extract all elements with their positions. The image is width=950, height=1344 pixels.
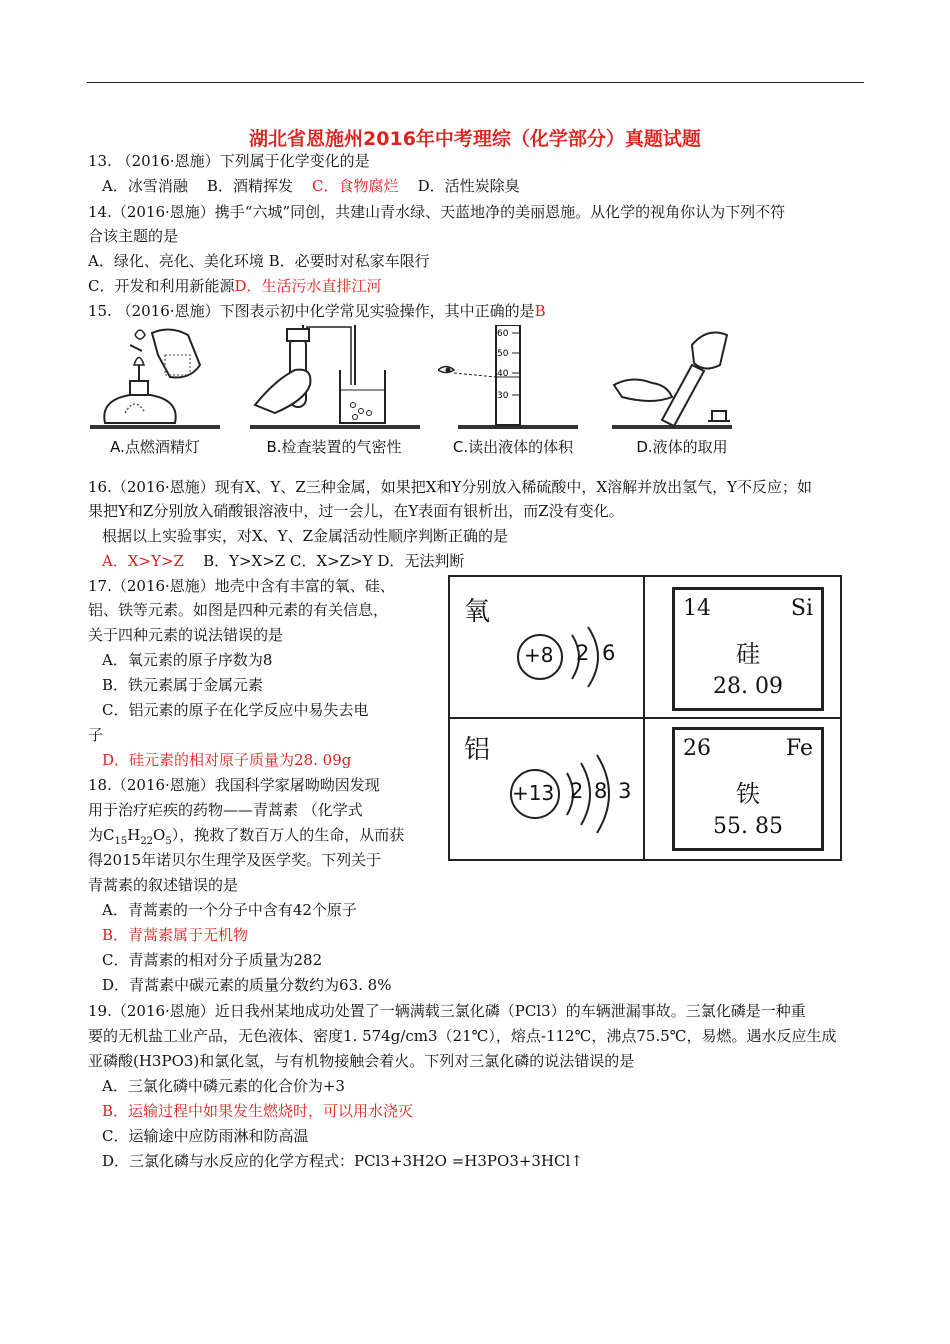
q14-stem-1: 14.（2016·恩施）携手“六城”同创，共建山青水绿、天蓝地净的美丽恩施。从化学的视角你认为下列不符 [88, 203, 786, 221]
q18-formula-h: H [127, 826, 141, 844]
figure-d-caption: D.液体的取用 [636, 438, 728, 456]
q18-sub-o: 5 [165, 836, 172, 847]
q14-option-d: D．生活污水直排江河 [234, 277, 382, 295]
q18-option-a: A．青蒿素的一个分子中含有42个原子 [102, 901, 357, 919]
q16-option-a: A．X>Y>Z [102, 552, 184, 570]
q19-option-d: D．三氯化磷与水反应的化学方程式：PCl3+3H2O =H3PO3+3HCl↑ [102, 1152, 583, 1170]
q18-line-2: 用于治疗疟疾的药物——青蒿素 （化学式 [88, 801, 363, 819]
figure-alcohol-lamp [90, 325, 220, 457]
liquid-transfer-illustration [612, 325, 752, 437]
q19-line-1: 19.（2016·恩施）近日我州某地成功处置了一辆满载三氯化磷（PCl3）的车辆泄漏事故。三氯化磷是一种重 [88, 1002, 806, 1020]
q17-option-a: A．氧元素的原子序数为8 [102, 651, 273, 669]
q18-option-c: C．青蒿素的相对分子质量为282 [102, 951, 323, 969]
scale-50: 50 [497, 349, 509, 359]
q17-line-2: 铝、铁等元素。如图是四种元素的有关信息， [88, 601, 389, 619]
q19-option-b: B．运输过程中如果发生燃烧时，可以用水浇灭 [102, 1102, 414, 1120]
q19-option-c: C．运输途中应防雨淋和防高温 [102, 1127, 309, 1145]
q17-option-d: D．硅元素的相对原子质量为28. 09g [102, 751, 352, 769]
q16-stem-2: 果把Y和Z分别放入硝酸银溶液中，过一会儿，在Y表面有银析出，而Z没有变化。 [88, 502, 624, 520]
q17-option-b: B．铁元素属于金属元素 [102, 676, 264, 694]
iron-name: 铁 [736, 780, 760, 808]
iron-card [672, 727, 824, 851]
q14-option-c: C．开发和利用新能源 [88, 277, 235, 295]
q18-line-5: 青蒿素的叙述错误的是 [88, 876, 239, 894]
figure-b-caption: B.检查装置的气密性 [266, 438, 402, 456]
q16-options-rest: B．Y>X>Z C．X>Z>Y D．无法判断 [203, 552, 465, 570]
q16-options [102, 551, 464, 571]
q16-stem-3: 根据以上实验事实，对X、Y、Z金属活动性顺序判断正确的是 [102, 527, 509, 545]
iron-mass: 55. 85 [713, 814, 783, 839]
oxygen-name: 氧 [464, 597, 491, 627]
q13-options [102, 176, 520, 196]
q17-line-3: 关于四种元素的说法错误的是 [88, 626, 284, 644]
scale-40: 40 [497, 369, 509, 379]
header-rule [87, 82, 864, 83]
q17-option-c-1: C．铝元素的原子在化学反应中易失去电 [102, 701, 369, 719]
figure-read-volume [438, 325, 588, 457]
q14-options-2 [88, 276, 382, 296]
q19-line-2: 要的无机盐工业产品，无色液体、密度1. 574g/cm3（21℃），熔点-112℃，沸点75.5℃，易燃。遇水反应生成 [88, 1027, 837, 1045]
scale-30: 30 [497, 391, 509, 401]
alcohol-lamp-illustration [90, 325, 220, 437]
q18-sub-h: 22 [140, 836, 154, 847]
q18-sub-c: 15 [114, 836, 128, 847]
silicon-card [672, 587, 824, 711]
q15-stem [88, 301, 546, 321]
graduated-cylinder-illustration [438, 325, 588, 437]
q13-option-c: C．食物腐烂 [312, 177, 399, 195]
q13-option-d: D．活性炭除臭 [417, 177, 520, 195]
q14-stem-2: 合该主题的是 [88, 227, 179, 245]
q18-line-4: 得2015年诺贝尔生理学及医学奖。下列关于 [88, 851, 382, 869]
q17-option-c-2: 子 [88, 726, 104, 744]
figure-liquid-transfer [612, 325, 752, 457]
q18-line-1: 18.（2016·恩施）我国科学家屠呦呦因发现 [88, 776, 380, 794]
q18-line-3-rest: ），挽救了数百万人的生命，从而获 [171, 826, 405, 844]
q19-line-3: 亚磷酸(H3PO3)和氯化氢，与有机物接触会着火。下列对三氯化磷的说法错误的是 [88, 1052, 635, 1070]
figure-a-caption: A.点燃酒精灯 [110, 438, 200, 456]
q16-stem-1: 16.（2016·恩施）现有X、Y、Z三种金属，如果把X和Y分别放入稀硫酸中，X溶解并放出氢气，Y不反应；如 [88, 478, 812, 496]
figure-airtightness [245, 325, 423, 457]
silicon-mass: 28. 09 [713, 674, 783, 699]
element-info-grid [448, 575, 842, 861]
silicon-symbol: Si [790, 596, 813, 621]
q13-option-b: B．酒精挥发 [206, 177, 293, 195]
aluminum-nucleus: +13 [512, 781, 555, 805]
q18-formula-pre: 为C [88, 826, 115, 844]
oxygen-shells: 2 6 [576, 641, 616, 665]
scale-60: 60 [497, 329, 509, 339]
airtightness-illustration [245, 325, 423, 437]
q19-option-a: A．三氯化磷中磷元素的化合价为+3 [102, 1077, 345, 1095]
q17-line-1: 17.（2016·恩施）地壳中含有丰富的氧、硅、 [88, 577, 395, 595]
page-title: 湖北省恩施州2016年中考理综（化学部分）真题试题 [249, 128, 701, 150]
q15-stem-text: 15. （2016·恩施）下图表示初中化学常见实验操作，其中正确的是 [88, 302, 535, 320]
silicon-name: 硅 [736, 640, 760, 668]
q14-options-1: A．绿化、亮化、美化环境 B．必要时对私家车限行 [88, 252, 430, 270]
aluminum-name: 铝 [464, 735, 491, 765]
q18-option-d: D．青蒿素中碳元素的质量分数约为63. 8% [102, 976, 392, 994]
aluminum-shells: 2 8 3 [570, 779, 632, 803]
q18-line-3 [88, 825, 404, 852]
q18-formula-o: O [153, 826, 166, 844]
iron-number: 26 [683, 736, 711, 761]
q18-option-b: B．青蒿素属于无机物 [102, 926, 249, 944]
q13-stem: 13. （2016·恩施）下列属于化学变化的是 [88, 152, 370, 170]
q13-option-a: A．冰雪消融 [102, 177, 188, 195]
silicon-number: 14 [683, 596, 711, 621]
oxygen-nucleus: +8 [524, 643, 554, 667]
q15-answer: B [534, 302, 546, 320]
figure-c-caption: C.读出液体的体积 [452, 438, 574, 456]
iron-symbol: Fe [785, 736, 813, 761]
